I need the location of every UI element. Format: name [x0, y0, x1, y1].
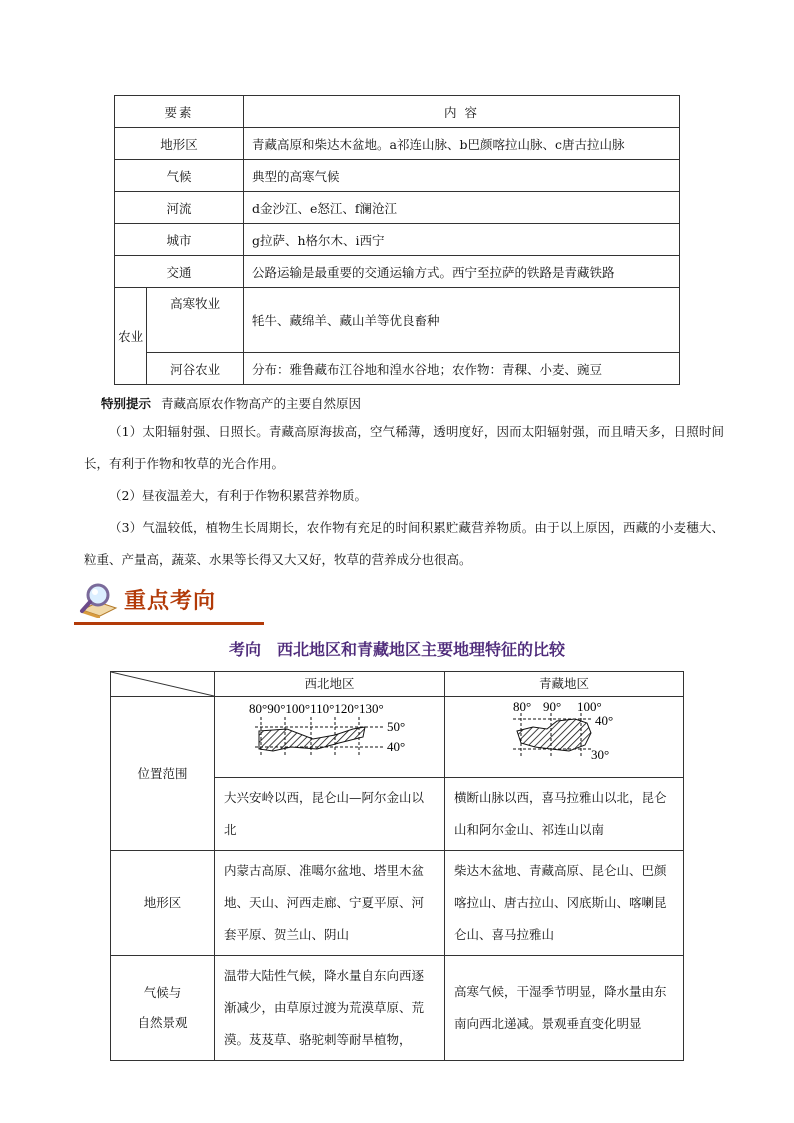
paragraph-3: （3）气温较低，植物生长周期长，农作物有充足的时间积累贮藏营养物质。由于以上原因，西藏的小麦穗大、粒重、产量高，蔬菜、水果等长得又大又好，牧草的营养成分也很高。	[84, 520, 724, 567]
lat-bottom-label: 30°	[590, 747, 610, 762]
row-value: 典型的高寒气候	[244, 160, 680, 192]
row-value: 青藏高原和柴达木盆地。a祁连山脉、b巴颜喀拉山脉、c唐古拉山脉	[244, 128, 680, 160]
row-label: 地形区	[111, 851, 215, 956]
row-value: 公路运输是最重要的交通运输方式。西宁至拉萨的铁路是青藏铁路	[244, 256, 680, 288]
lat-top-label: 50°	[387, 719, 406, 734]
lat-bottom-label: 40°	[387, 739, 406, 754]
northwest-climate: 温带大陆性气候，降水量自东向西逐渐减少，由草原过渡为荒漠草原、荒漠。芨芨草、骆驼刺等耐旱植物，	[215, 956, 445, 1061]
lon-label: 80°	[512, 699, 532, 714]
agri-sub-key: 高寒牧业	[147, 288, 244, 353]
lat-top-label: 40°	[594, 713, 614, 728]
tibet-range: 横断山脉以西，喜马拉雅山以北，昆仑山和阿尔金山、祁连山以南	[444, 778, 683, 851]
paragraph-1: （1）太阳辐射强、日照长。青藏高原海拔高，空气稀薄，透明度好，因而太阳辐射强，而且晴天多，日照时间长，有利于作物和牧草的光合作用。	[84, 424, 724, 471]
row-key: 气候	[115, 160, 244, 192]
agri-sub-key: 河谷农业	[147, 353, 244, 385]
comparison-table	[110, 671, 684, 1061]
banner-title: 重点考向	[124, 589, 217, 614]
row-label	[111, 956, 215, 1061]
agri-sub-value: 牦牛、藏绵羊、藏山羊等优良畜种	[244, 288, 680, 353]
row-label-line2: 自然景观	[137, 1015, 188, 1030]
tibet-landforms: 柴达木盆地、青藏高原、昆仑山、巴颜喀拉山、唐古拉山、冈底斯山、喀喇昆仑山、喜马拉雅山	[444, 851, 683, 956]
agri-sub-value: 分布：雅鲁藏布江谷地和湟水谷地；农作物：青稞、小麦、豌豆	[244, 353, 680, 385]
header-tibet: 青藏地区	[444, 672, 683, 697]
section-subheading: 考向 西北地区和青藏地区主要地理特征的比较	[228, 640, 565, 659]
magnifier-book-icon	[78, 580, 120, 618]
row-key: 河流	[115, 192, 244, 224]
northwest-map-diagram	[217, 699, 437, 763]
lon-label: 100°	[576, 699, 602, 714]
northwest-map	[215, 697, 445, 778]
row-key: 交通	[115, 256, 244, 288]
header-elements: 要素	[115, 96, 244, 128]
tibet-map-diagram	[447, 699, 677, 763]
row-key: 城市	[115, 224, 244, 256]
row-value: d金沙江、e怒江、f澜沧江	[244, 192, 680, 224]
tip-label: 特别提示	[101, 396, 152, 411]
northwest-range: 大兴安岭以西，昆仑山—阿尔金山以北	[215, 778, 445, 851]
row-label-line1: 气候与	[143, 985, 182, 1000]
lon-label: 90°	[542, 699, 562, 714]
row-key: 地形区	[115, 128, 244, 160]
tibet-map	[444, 697, 683, 778]
special-tip	[101, 394, 361, 412]
diagonal-header-cell	[111, 672, 215, 697]
section-banner	[74, 578, 264, 630]
paragraph-2: （2）昼夜温差大，有利于作物积累营养物质。	[109, 488, 367, 503]
elements-table	[114, 95, 680, 385]
header-northwest: 西北地区	[215, 672, 445, 697]
tip-title: 青藏高原农作物高产的主要自然原因	[161, 396, 362, 411]
tibet-region	[517, 719, 591, 751]
row-value: g拉萨、h格尔木、i西宁	[244, 224, 680, 256]
banner-underline	[74, 622, 264, 625]
tibet-climate: 高寒气候，干湿季节明显，降水量由东南向西北递减。景观垂直变化明显	[444, 956, 683, 1061]
diagonal-line	[111, 672, 214, 696]
row-label: 位置范围	[111, 697, 215, 851]
agri-label: 农业	[115, 288, 147, 385]
northwest-landforms: 内蒙古高原、准噶尔盆地、塔里木盆地、天山、河西走廊、宁夏平原、河套平原、贺兰山、阴山	[215, 851, 445, 956]
header-content: 内 容	[244, 96, 680, 128]
northwest-region	[259, 727, 365, 751]
longitude-labels: 80°90°100°110°120°130°	[249, 701, 384, 716]
